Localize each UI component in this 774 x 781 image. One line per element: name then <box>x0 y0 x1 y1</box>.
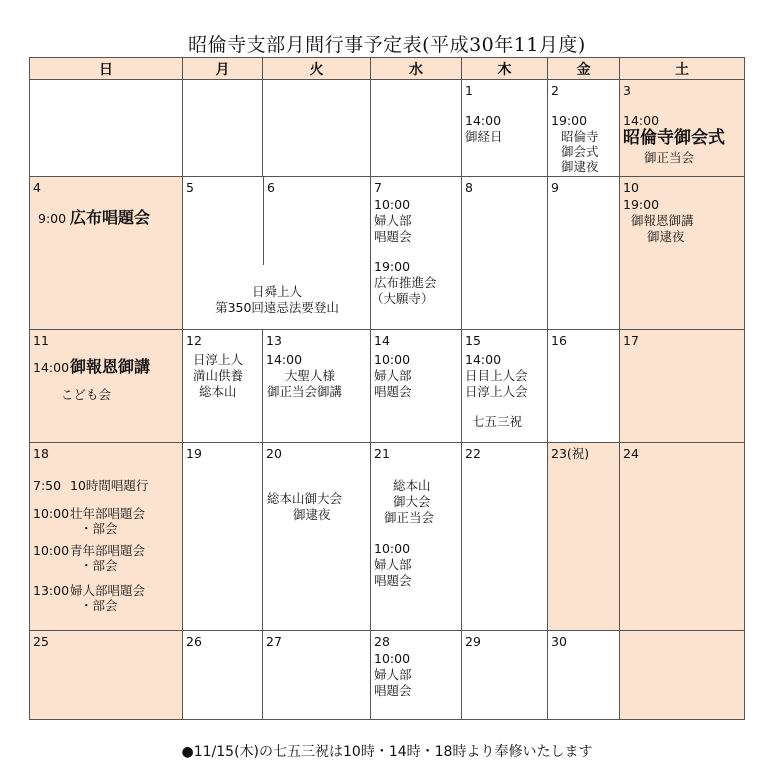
day-number: 1 <box>465 83 473 98</box>
week-row-4 <box>30 443 745 631</box>
event-label: 満山供養 <box>193 368 244 383</box>
day-cell-15 <box>462 330 548 443</box>
day-cell-8 <box>462 177 548 330</box>
event-label: ・部会 <box>80 598 118 613</box>
day-number: 20 <box>266 446 282 461</box>
weekday-sat: 土 <box>620 58 745 80</box>
day-cell-1 <box>462 80 548 177</box>
day-number: 22 <box>465 446 481 461</box>
event-label: 婦人部 <box>374 667 412 682</box>
week-row-2 <box>30 177 745 330</box>
footer-note: ●11/15(木)の七五三祝は10時・14時・18時より奉修いたします <box>181 744 593 760</box>
day-cell-21 <box>371 443 462 631</box>
day-number: 12 <box>186 333 202 348</box>
day-cell-28 <box>371 631 462 720</box>
day-cell-empty <box>620 631 745 720</box>
weekday-sun: 日 <box>30 58 183 80</box>
event-time: 10:00 <box>374 651 411 666</box>
day-cell-12 <box>183 330 263 443</box>
event-label: 御正当会 <box>384 510 435 525</box>
day-number: 18 <box>33 446 49 461</box>
day-cell-19 <box>183 443 263 631</box>
event-label: 婦人部 <box>374 368 412 383</box>
event-label: 御正当会御講 <box>267 384 343 399</box>
weekday-fri: 金 <box>548 58 620 80</box>
day-number: 9 <box>551 180 559 195</box>
event-label: 七五三祝 <box>472 414 523 429</box>
event-label: 総本山 <box>393 478 431 493</box>
weekday-thu: 木 <box>462 58 548 80</box>
event-time: 14:00 <box>465 352 502 367</box>
day-number: 10 <box>623 180 639 195</box>
day-number: 8 <box>465 180 473 195</box>
day-cell-14 <box>371 330 462 443</box>
day-number: 25 <box>33 634 49 649</box>
event-label: 御逮夜 <box>647 229 685 244</box>
event-label: 日淳上人 <box>193 352 244 367</box>
event-label: 御正当会 <box>644 150 695 165</box>
event-label: 御報恩御講 <box>631 213 694 228</box>
event-label: 壮年部唱題会 <box>70 506 146 521</box>
week-row-3 <box>30 330 745 443</box>
day-cell-4 <box>30 177 183 330</box>
event-time: 19:00 <box>623 197 660 212</box>
event-label: 総本山御大会 <box>267 491 343 506</box>
day-cell-27 <box>263 631 371 720</box>
event-label: 御逮夜 <box>293 507 331 522</box>
event-label: 10時間唱題行 <box>70 478 149 493</box>
day-number: 17 <box>623 333 639 348</box>
event-label: 唱題会 <box>374 683 412 698</box>
event-label: 御経日 <box>465 129 503 144</box>
day-number: 15 <box>465 333 481 348</box>
event-time: 14:00 <box>623 113 660 128</box>
event-label: 婦人部 <box>374 213 412 228</box>
day-cell-empty <box>30 80 183 177</box>
day-cells-5-6 <box>183 177 371 330</box>
day-number: 11 <box>33 333 49 348</box>
event-time: 10:00 <box>33 543 70 558</box>
event-label: 日淳上人会 <box>465 384 528 399</box>
event-label: こども会 <box>61 387 112 402</box>
day-number: 24 <box>623 446 639 461</box>
day-cell-13 <box>263 330 371 443</box>
event-label: 総本山 <box>199 384 237 399</box>
weekday-header-row <box>30 58 745 80</box>
day-cell-empty <box>371 80 462 177</box>
day-cell-23-holiday <box>548 443 620 631</box>
day-number: 26 <box>186 634 202 649</box>
day-cell-2 <box>548 80 620 177</box>
day-number: 7 <box>374 180 382 195</box>
day-cell-7 <box>371 177 462 330</box>
day-number: 13 <box>266 333 282 348</box>
event-label: 第350回遠忌法要登山 <box>215 300 339 315</box>
day-cell-9 <box>548 177 620 330</box>
event-label: 日目上人会 <box>465 368 528 383</box>
event-time: 14:00 <box>266 352 303 367</box>
event-label: 青年部唱題会 <box>70 543 146 558</box>
day-number: 30 <box>551 634 567 649</box>
event-time: 14:00 <box>33 360 70 375</box>
cell-divider <box>263 177 264 265</box>
day-number: 21 <box>374 446 390 461</box>
event-time: 10:00 <box>374 352 411 367</box>
day-cell-25 <box>30 631 183 720</box>
day-cell-24 <box>620 443 745 631</box>
event-label: 唱題会 <box>374 384 412 399</box>
day-cell-11 <box>30 330 183 443</box>
day-cell-empty <box>183 80 263 177</box>
day-number: 27 <box>266 634 282 649</box>
event-label: 唱題会 <box>374 573 412 588</box>
event-time: 10:00 <box>33 506 70 521</box>
day-number: 14 <box>374 333 390 348</box>
day-number: 29 <box>465 634 481 649</box>
calendar-table <box>29 57 745 720</box>
event-label: 広布唱題会 <box>70 208 151 227</box>
event-time: 13:00 <box>33 583 70 598</box>
day-cell-30 <box>548 631 620 720</box>
event-label: ・部会 <box>80 521 118 536</box>
day-cell-20 <box>263 443 371 631</box>
day-number: 6 <box>267 180 275 195</box>
weekday-mon: 月 <box>183 58 263 80</box>
page-title: 昭倫寺支部月間行事予定表(平成30年11月度) <box>188 34 586 56</box>
day-number: 5 <box>186 180 194 195</box>
day-cell-16 <box>548 330 620 443</box>
day-cell-10 <box>620 177 745 330</box>
day-number: 2 <box>551 83 559 98</box>
day-number: 23(祝) <box>551 446 590 461</box>
day-cell-26 <box>183 631 263 720</box>
weekday-tue: 火 <box>263 58 371 80</box>
day-number: 3 <box>623 83 631 98</box>
day-number: 19 <box>186 446 202 461</box>
event-time: 10:00 <box>374 541 411 556</box>
day-number: 28 <box>374 634 390 649</box>
event-label: 御会式 <box>561 144 599 159</box>
week-row-1 <box>30 80 745 177</box>
event-label: 日舜上人 <box>251 284 302 299</box>
day-cell-18 <box>30 443 183 631</box>
event-label: （大願寺） <box>371 291 434 306</box>
event-label: 広布推進会 <box>374 275 437 290</box>
event-label: 大聖人様 <box>285 368 336 383</box>
event-time: 14:00 <box>465 113 502 128</box>
day-cell-29 <box>462 631 548 720</box>
day-cell-3 <box>620 80 745 177</box>
day-cell-22 <box>462 443 548 631</box>
event-label: 昭倫寺御会式 <box>623 128 725 148</box>
event-time: 19:00 <box>551 113 588 128</box>
event-time: 10:00 <box>374 197 411 212</box>
event-label: 婦人部 <box>374 557 412 572</box>
event-label: 御報恩御講 <box>70 357 151 376</box>
day-number: 4 <box>33 180 41 195</box>
event-label: ・部会 <box>80 558 118 573</box>
event-time: 19:00 <box>374 259 411 274</box>
event-label: 唱題会 <box>374 229 412 244</box>
day-number: 16 <box>551 333 567 348</box>
event-time: 7:50 <box>33 478 62 493</box>
event-time: 9:00 <box>38 211 67 226</box>
day-cell-17 <box>620 330 745 443</box>
week-row-5 <box>30 631 745 720</box>
day-cell-empty <box>263 80 371 177</box>
event-label: 御大会 <box>393 494 431 509</box>
event-label: 昭倫寺 <box>561 129 599 144</box>
event-label: 御逮夜 <box>561 159 599 174</box>
event-label: 婦人部唱題会 <box>70 583 146 598</box>
weekday-wed: 水 <box>371 58 462 80</box>
